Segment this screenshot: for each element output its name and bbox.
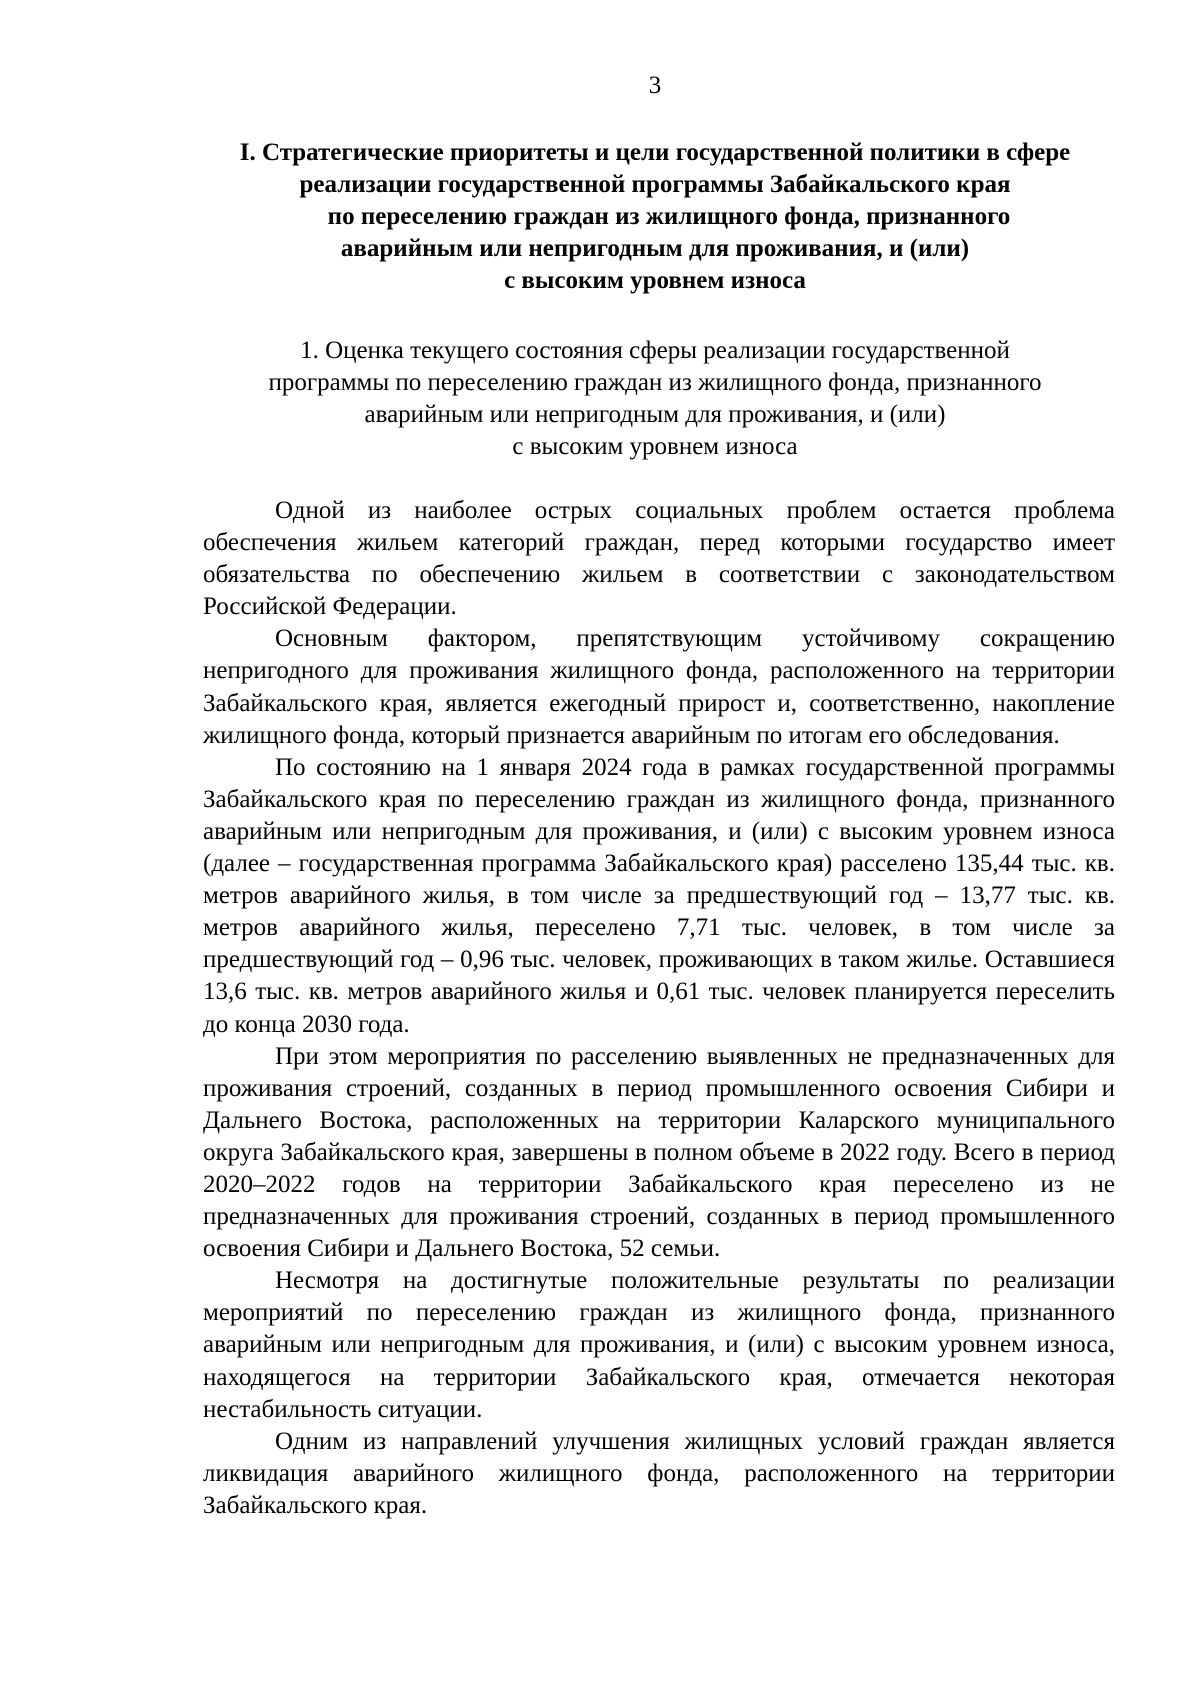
paragraph: При этом мероприятия по расселению выявленных не предназначенных для проживания строений, созданных в период промышленного освоения Сибири и Дальнего Востока, расположенных на территории Каларского муниципального округа Забайкальского края, завершены в полном объеме в 2022 году. Всего в период 2020–2022 годов на территории Забайкальского края переселено из не предназначенных для проживания строений, созданных в период промышленного освоения Сибири и Дальнего Востока, 52 семьи. <box>203 1042 1115 1263</box>
paragraph: Несмотря на достигнутые положительные результаты по реализации мероприятий по переселению граждан из жилищного фонда, признанного аварийным или непригодным для проживания, и (или) с высоким уровнем износа, находящегося на территории Забайкальского края, отмечается некоторая нестабильность ситуации. <box>203 1267 1115 1423</box>
subsection-heading <box>195 335 1115 463</box>
section-heading-line: с высоким уровнем износа <box>504 267 806 294</box>
section-heading-line: I. Стратегические приоритеты и цели государственной политики в сфере <box>239 139 1071 166</box>
subsection-heading-line: программы по переселению граждан из жилищного фонда, признанного <box>268 369 1042 396</box>
paragraph: Основным фактором, препятствующим устойчивому сокращению непригодного для проживания жилищного фонда, расположенного на территории Забайкальского края, является ежегодный прирост и, соответственно, накопление жилищного фонда, который признается аварийным по итогам его обследования. <box>203 625 1115 749</box>
paragraph: По состоянию на 1 января 2024 года в рамках государственной программы Забайкальского края по переселению граждан из жилищного фонда, признанного аварийным или непригодным для проживания, и (или) с высоким уровнем износа (далее – государственная программа Забайкальского края) расселено 135,44 тыс. кв. метров аварийного жилья, в том числе за предшествующий год – 13,77 тыс. кв. метров аварийного жилья, переселено 7,71 тыс. человек, в том числе за предшествующий год – 0,96 тыс. человек, проживающих в таком жилье. Оставшиеся 13,6 тыс. кв. метров аварийного жилья и 0,61 тыс. человек планируется переселить до конца 2030 года. <box>203 753 1115 1038</box>
subsection-heading-line: 1. Оценка текущего состояния сферы реализации государственной <box>300 337 1010 364</box>
section-heading <box>195 137 1115 297</box>
paragraph: Одним из направлений улучшения жилищных условий граждан является ликвидация аварийного жилищного фонда, расположенного на территории Забайкальского края. <box>203 1427 1115 1519</box>
body-text <box>203 495 1115 1522</box>
subsection-heading-line: аварийным или непригодным для проживания, и (или) <box>364 401 946 428</box>
subsection-heading-line: с высоким уровнем износа <box>512 433 798 460</box>
section-heading-line: по переселению граждан из жилищного фонда, признанного <box>327 203 1011 230</box>
page-number: 3 <box>648 72 662 99</box>
section-heading-line: аварийным или непригодным для проживания, и (или) <box>340 235 970 262</box>
paragraph: Одной из наиболее острых социальных проблем остается проблема обеспечения жильем категорий граждан, перед которыми государство имеет обязательства по обеспечению жильем в соответствии с законодательством Российской Федерации. <box>203 497 1115 621</box>
section-heading-line: реализации государственной программы Забайкальского края <box>299 171 1011 198</box>
